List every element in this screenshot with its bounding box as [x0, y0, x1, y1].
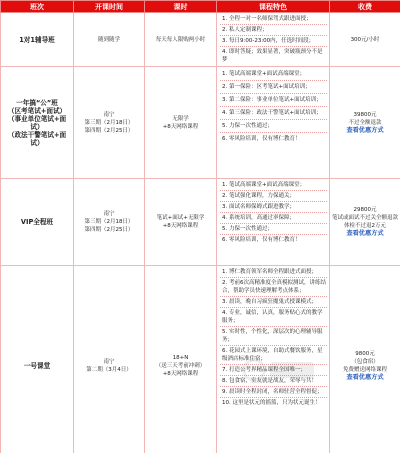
- view-discount-link[interactable]: 查看优惠方式: [346, 373, 384, 381]
- feature-item: 6. 零风险培训，仅有博仁教育！: [222, 237, 301, 243]
- feature-item: 3. 第二保险：事业单位笔试+面试培训；: [220, 94, 327, 107]
- class-time-text: 南宁 第二期（3月4日）: [86, 358, 132, 373]
- feature-item: 2. 第一保险：区考笔试+面试培训；: [220, 81, 327, 94]
- class-name-text: 一年搞“公”班 （区考笔试+面试） （事业单位笔试+面试） （政法干警笔试+面试）: [7, 98, 67, 147]
- feature-item: 5. 力保一次性通过；: [220, 224, 327, 235]
- fee-text: 9800元 （包食宿） 免费赠送网络课程: [342, 350, 387, 373]
- feature-item: 6. 零风险培训，仅有博仁教育！: [222, 136, 301, 142]
- class-hours: 每天每人限购两小时: [145, 13, 217, 67]
- feature-item: 1. 笔试高端课堂+面试高端课堂；: [220, 180, 327, 191]
- header-fee: 收费: [330, 1, 400, 13]
- header-class: 班次: [1, 1, 74, 13]
- class-time: [74, 179, 145, 266]
- feature-item: 4. 即时答疑；效果显著，突破瓶颈分不是梦: [222, 49, 323, 63]
- feature-item: 4. 第三保险：政法干警笔试+面试培训；: [220, 107, 327, 120]
- table-row: [1, 13, 400, 67]
- class-fee: [330, 179, 400, 266]
- feature-item: 2. 私人定制课程；: [220, 25, 327, 36]
- view-discount-link[interactable]: 查看优惠方式: [346, 230, 384, 237]
- class-time: [74, 67, 145, 179]
- feature-item: 1. 全程一对一名师保驾式跟进面授；: [220, 14, 327, 25]
- class-name: 一号课堂: [1, 266, 74, 453]
- class-time: 随到随学: [74, 13, 145, 67]
- feature-item: 8. 包食宿，室友就是战友，荣辱与共！: [220, 376, 327, 387]
- class-features: [217, 179, 330, 266]
- feature-item: 6. 花园式上课环境，自助式餐饮服务，星级酒店标准住宿；: [220, 346, 327, 365]
- feature-item: 9. 晨读时全程封闭，名师驻营全程督促；: [220, 387, 327, 398]
- class-time: [74, 266, 145, 453]
- feature-item: 3. 面试名师保姆式跟进教学；: [220, 202, 327, 213]
- feature-item: 5. 力保一次性通过；: [220, 120, 327, 133]
- feature-item: 10. 这里是状元的摇篮，只为状元诞生！: [222, 400, 321, 406]
- table-row: [1, 179, 400, 266]
- feature-item: 1. 笔试高端课堂+面试高端课堂；: [220, 68, 327, 81]
- header-features: 课程特色: [217, 1, 330, 13]
- header-hours: 课时: [145, 1, 217, 13]
- class-features: [217, 67, 330, 179]
- feature-item: 7. 打造公考界精品课程全国唯一；: [220, 365, 327, 376]
- fee-text: 29800元 笔试或面试不过关全额退款 体检不过退2万元: [332, 207, 399, 229]
- feature-item: 5. 实时性，个性化，深层次的心理辅导服务；: [220, 327, 327, 346]
- watermark-logo-icon: [240, 350, 320, 390]
- class-features: [217, 13, 330, 67]
- class-time-text: 南宁 第三期（2月18日） 第四期（2月25日）: [84, 211, 134, 233]
- class-fee: [330, 13, 400, 67]
- class-hours: [145, 179, 217, 266]
- feature-item: 2. 考前6次高精准度全真模拟测试，讲练结合，帮助学员快速理解考点体系；: [220, 278, 327, 297]
- table-row: [1, 266, 400, 453]
- class-hours: [145, 67, 217, 179]
- feature-item: 1. 博仁教育领军名师全程跟进式面授；: [220, 267, 327, 278]
- feature-item: 3. 晨读，晚自习疯狂魔鬼式授课模式；: [220, 297, 327, 308]
- class-name: VIP全程班: [1, 179, 74, 266]
- class-hours-text: 无限学 +8天网络课程: [162, 115, 199, 130]
- fee-text: 300元/小时: [350, 36, 380, 43]
- header-start-time: 开课时间: [74, 1, 145, 13]
- table-header-row: [1, 1, 400, 13]
- view-discount-link[interactable]: 查看优惠方式: [346, 126, 384, 134]
- class-hours-text: 18+N （送三天考前冲刺） +8天网络课程: [155, 354, 206, 377]
- fee-text: 39800元 不过全额退款: [348, 111, 382, 126]
- feature-item: 4. 专业，诚信，认真，服务贴心式的教学服务；: [220, 308, 327, 327]
- class-name: [1, 67, 74, 179]
- class-fee: [330, 67, 400, 179]
- class-time-text: 南宁 第三期（2月18日） 第四期（2月25日）: [84, 111, 134, 134]
- class-name: 1对1辅导班: [1, 13, 74, 67]
- feature-item: 3. 每日9:00-23:00内，任选时间段；: [220, 36, 327, 47]
- feature-item: 4. 系统培训，高通过率保障；: [220, 213, 327, 224]
- feature-item: 2. 笔试强化课程，力保通关；: [220, 191, 327, 202]
- class-hours: [145, 266, 217, 453]
- class-hours-text: 笔试+面试+无限学 +8天网络课程: [156, 215, 205, 229]
- table-row: [1, 67, 400, 179]
- class-fee: [330, 266, 400, 453]
